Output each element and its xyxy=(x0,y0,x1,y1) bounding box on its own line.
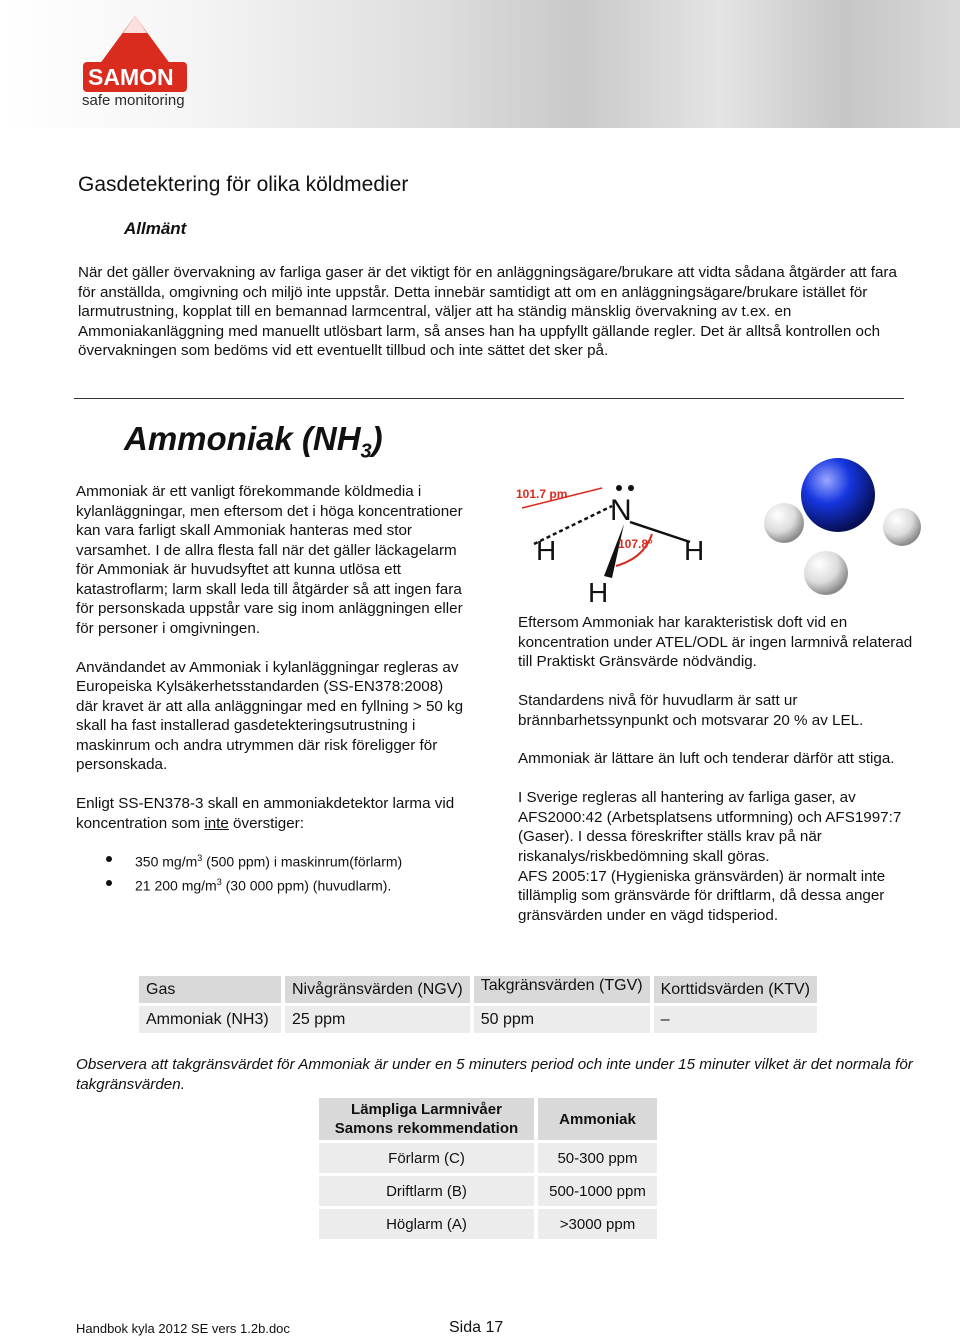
bullet1-sup: 3 xyxy=(197,853,203,863)
lone-pair-dot xyxy=(628,485,634,491)
list-item xyxy=(76,873,466,896)
right-paragraph-3: Ammoniak är lättare än luft och tenderar därför att stiga. xyxy=(518,750,895,768)
nh3-structure-diagram xyxy=(512,480,744,608)
table-header-row xyxy=(139,976,817,1003)
table-header-cell xyxy=(319,1098,534,1140)
hydrogen-atom xyxy=(804,551,848,595)
logo-tagline: safe monitoring xyxy=(82,92,185,109)
logo-word: SAMON xyxy=(88,64,174,90)
table-header-cell: Korttidsvärden (KTV) xyxy=(654,976,817,1003)
table-row xyxy=(139,1006,817,1033)
ammonia-heading-close: ) xyxy=(371,420,383,457)
table-cell: >3000 ppm xyxy=(538,1209,657,1239)
table-row xyxy=(319,1143,657,1173)
atom-h-bottom-label: H xyxy=(588,577,609,608)
right-paragraph-4: I Sverige regleras all hantering av farliga gaser, av AFS2000:42 (Arbetsplatsens utformning) och AFS1997:7 (Gaser). I dessa föreskrifter ställs krav på när riskanalys/riskbedömning skall göras. xyxy=(518,789,902,865)
threshold-list xyxy=(76,849,466,895)
ammonia-p3-underlined: inte xyxy=(204,814,229,832)
ammonia-heading-subscript: 3 xyxy=(360,440,372,463)
hydrogen-atom xyxy=(883,508,921,546)
table-cell: Driftlarm (B) xyxy=(319,1176,534,1206)
table-header-row xyxy=(319,1098,657,1140)
table-cell: 50-300 ppm xyxy=(538,1143,657,1173)
ammonia-p1-b: I de allra flesta fall när det gäller läckagelarm för Ammoniak är huvudsyftet att kunna utlösa ett katastroflarm; larm skall leda till åtgärder så att ingen fara för personskada uppstår vare sig inom anläggningen eller för personer i omgivningen. xyxy=(76,541,463,637)
hydrogen-atom xyxy=(764,503,804,543)
ammonia-right-column xyxy=(518,613,918,925)
bullet2-b: (30 000 ppm) (huvudlarm). xyxy=(221,877,392,894)
bullet1-a: 350 mg/m xyxy=(135,853,198,870)
bond-length-label: 101.7 pm xyxy=(516,487,568,501)
atom-h-left-label: H xyxy=(536,535,557,566)
ammonia-paragraph-3 xyxy=(76,794,466,833)
bullet2-a: 21 200 mg/m xyxy=(135,877,217,894)
ammonia-p3-a: Enligt SS-EN378-3 skall en ammoniakdetektor larma vid koncentration som xyxy=(76,795,455,832)
table-cell: 500-1000 ppm xyxy=(538,1176,657,1206)
lone-pair-dot xyxy=(616,485,622,491)
header-line-2: Samons rekommendation xyxy=(334,1120,519,1137)
table-header-cell: Gas xyxy=(139,976,281,1003)
footer-document-name: Handbok kyla 2012 SE vers 1.2b.doc xyxy=(76,1321,290,1336)
ammonia-paragraph-2: Användandet av Ammoniak i kylanläggningar regleras av Europeiska Kylsäkerhetsstandarden (SS-EN378:2008) där kravet är att alla anläggningar med en fyllning > 50 kg skall ha fast installerad gasdetekteringsutrustning i maskinrum och andra utrymmen där risk föreligger för personskada. xyxy=(76,658,464,773)
nitrogen-atom xyxy=(801,458,875,532)
table-row xyxy=(319,1176,657,1206)
intro-paragraph: När det gäller övervakning av farliga gaser är det viktigt för en anläggningsägare/brukare att vidta sådana åtgärder att fara för anställda, omgivning och miljö inte uppstår. Detta innebär samtidigt att om en anläggningsägare/brukare istället för larmutrustning, kopplat till en bemannad larmcentral, väljer att ha ständig mänsklig övervakning av t.ex. en Ammoniakanläggning med manuellt utlösbart larm, så anses han ha uppfyllt gällande regler. Det är alltså kontrollen och övervakningen som bedöms vid ett eventuellt tillbud och inte sättet det sker på. xyxy=(78,264,897,360)
table-row xyxy=(319,1209,657,1239)
right-paragraph-1: Eftersom Ammoniak har karakteristisk doft vid en koncentration under ATEL/ODL är ingen larmnivå relaterad till Praktiskt Gränsvärde nödvändig. xyxy=(518,614,913,671)
ammonia-heading xyxy=(124,420,383,464)
bullet2-sup: 3 xyxy=(216,876,222,887)
right-paragraph-2: Standardens nivå för huvudlarm är satt ur brännbarhetssynpunkt och motsvarar 20 % av LEL. xyxy=(518,691,864,729)
table-header-cell: Ammoniak xyxy=(538,1098,657,1140)
atom-n-label: N xyxy=(610,494,632,527)
table-header-cell: Nivågränsvärden (NGV) xyxy=(285,976,470,1003)
list-item xyxy=(76,849,466,872)
note-paragraph: Observera att takgränsvärdet för Ammoniak är under en 5 minuters period och inte under 15 minuter vilket är det normala för takgränsvärden. xyxy=(76,1056,913,1093)
ammonia-left-column xyxy=(76,482,466,896)
table-header-cell: Takgränsvärden (TGV) xyxy=(474,976,650,1003)
wedge-bond xyxy=(604,524,624,578)
footer-page-number: Sida 17 xyxy=(449,1319,504,1336)
alarm-levels-table xyxy=(315,1095,661,1242)
nh3-ball-model xyxy=(754,455,924,600)
table-cell: 25 ppm xyxy=(285,1006,470,1033)
table-cell: – xyxy=(654,1006,817,1033)
header-line-1: Lämpliga Larmnivåer xyxy=(351,1101,502,1118)
section-heading-allmant: Allmänt xyxy=(124,219,187,238)
page-title: Gasdetektering för olika köldmedier xyxy=(78,173,409,196)
table-cell: Förlarm (C) xyxy=(319,1143,534,1173)
divider xyxy=(74,398,904,399)
ammonia-p3-b: överstiger: xyxy=(228,814,304,832)
table-cell: Ammoniak (NH3) xyxy=(139,1006,281,1033)
limit-values-table xyxy=(135,973,821,1036)
angle-label: 107.8° xyxy=(618,537,653,551)
atom-h-right-label: H xyxy=(684,535,705,566)
logo-peak xyxy=(123,16,147,33)
ammonia-p1-a: Ammoniak är ett vanligt förekommande köldmedia i kylanläggningar, men eftersom det i höga koncentrationer kan vara farligt skall Ammoniak hanteras med stor varsamhet. xyxy=(76,483,463,559)
right-paragraph-5: AFS 2005:17 (Hygieniska gränsvärden) är normalt inte tillämplig som gränsvärde för driftlarm, då dessa anger gränsvärden under en vägd tidsperiod. xyxy=(518,867,886,924)
bullet1-b: (500 ppm) i maskinrum(förlarm) xyxy=(202,853,403,870)
table-cell: 50 ppm xyxy=(474,1006,650,1033)
ammonia-heading-text: Ammoniak (NH xyxy=(124,420,361,457)
table-cell: Höglarm (A) xyxy=(319,1209,534,1239)
ammonia-paragraph-1 xyxy=(76,482,466,638)
